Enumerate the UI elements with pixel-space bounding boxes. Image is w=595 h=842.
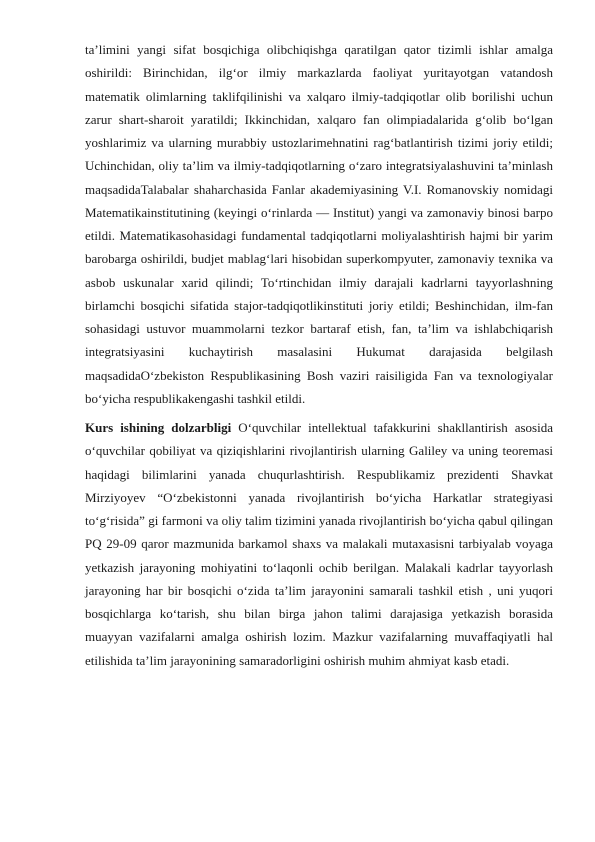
document-page: [85, 38, 553, 672]
relevance-body: O‘quvchilar intellektual tafakkurini shakllantirish asosida o‘quvchilar qobiliyat va qiziqishlarini rivojlantirish ularning Galiley va uning teoremasi haqidagi bilimlarini yanada chuqurlashtirish. Respublikamiz prezidenti Shavkat Mirziyoyev “O‘zbekistonni yanada rivojlantirish bo‘yicha Harkatlar strategiyasi to‘g‘risida” gi farmoni va oliy talim tizimini yanada rivojlantirish bo‘yicha qabul qilingan PQ 29-09 qaror mazmunida barkamol shaxs va malakali mutaxasisni tarbiyalab voyaga yetkazish jarayoning mohiyatini to‘laqonli ochib berilgan. Malakali kadrlar tayyorlash jarayoning har bir bosqichi o‘zida ta’lim jarayonini samarali tashkil etish , uni yuqori bosqichlarga ko‘tarish, shu bilan birga jahon talimi darajasiga yetkazish borasida muayyan vazifalarni amalga oshirish lozim. Mazkur vazifalarning muvaffaqiyatli hal etilishida ta’lim jarayonining samaradorligini oshirish muhim ahmiyat kasb etadi.: [85, 420, 553, 668]
paragraph-relevance: [85, 416, 553, 672]
paragraph-reforms: ta’limini yangi sifat bosqichiga olibchiqishga qaratilgan qator tizimli ishlar amalga oshirildi: Birinchidan, ilg‘or ilmiy markazlarda faoliyat yuritayotgan vatandosh matematik olimlarning taklifqilinishi va xalqaro ilmiy-tadqiqotlar olib borilishi uchun zarur shart-sharoit yaratildi; Ikkinchidan, xalqaro fan olimpiadalarida g‘olib bo‘lgan yoshlarimiz va ularning murabbiy ustozlarimehnatini rag‘batlantirish tizimi joriy etildi; Uchinchidan, oliy ta’lim va ilmiy-tadqiqotlarning o‘zaro integratsiyalashuvini ta’minlash maqsadidaTalabalar shaharchasida Fanlar akademiyasining V.I. Romanovskiy nomidagi Matematikainstitutining (keyingi o‘rinlarda — Institut) yangi va zamonaviy binosi barpo etildi. Matematikasohasidagi fundamental tadqiqotlarni moliyalashtirish hajmi bir yarim barobarga oshirildi, budjet mablag‘lari hisobidan superkompyuter, zamonaviy texnika va asbob uskunalar xarid qilindi; To‘rtinchidan ilmiy darajali kadrlarni tayyorlashning birlamchi bosqichi sifatida stajor-tadqiqotlikinstituti joriy etildi; Beshinchidan, ilm-fan sohasidagi ustuvor muammolarni tezkor bartaraf etish, fan, ta’lim va ishlabchiqarish integratsiyasini kuchaytirish masalasini Hukumat darajasida belgilash maqsadidaO‘zbekiston Respublikasining Bosh vaziri raisiligida Fan va texnologiyalar bo‘yicha respublikakengashi tashkil etildi.: [85, 42, 553, 406]
relevance-heading: Kurs ishining dolzarbligi: [85, 420, 232, 435]
